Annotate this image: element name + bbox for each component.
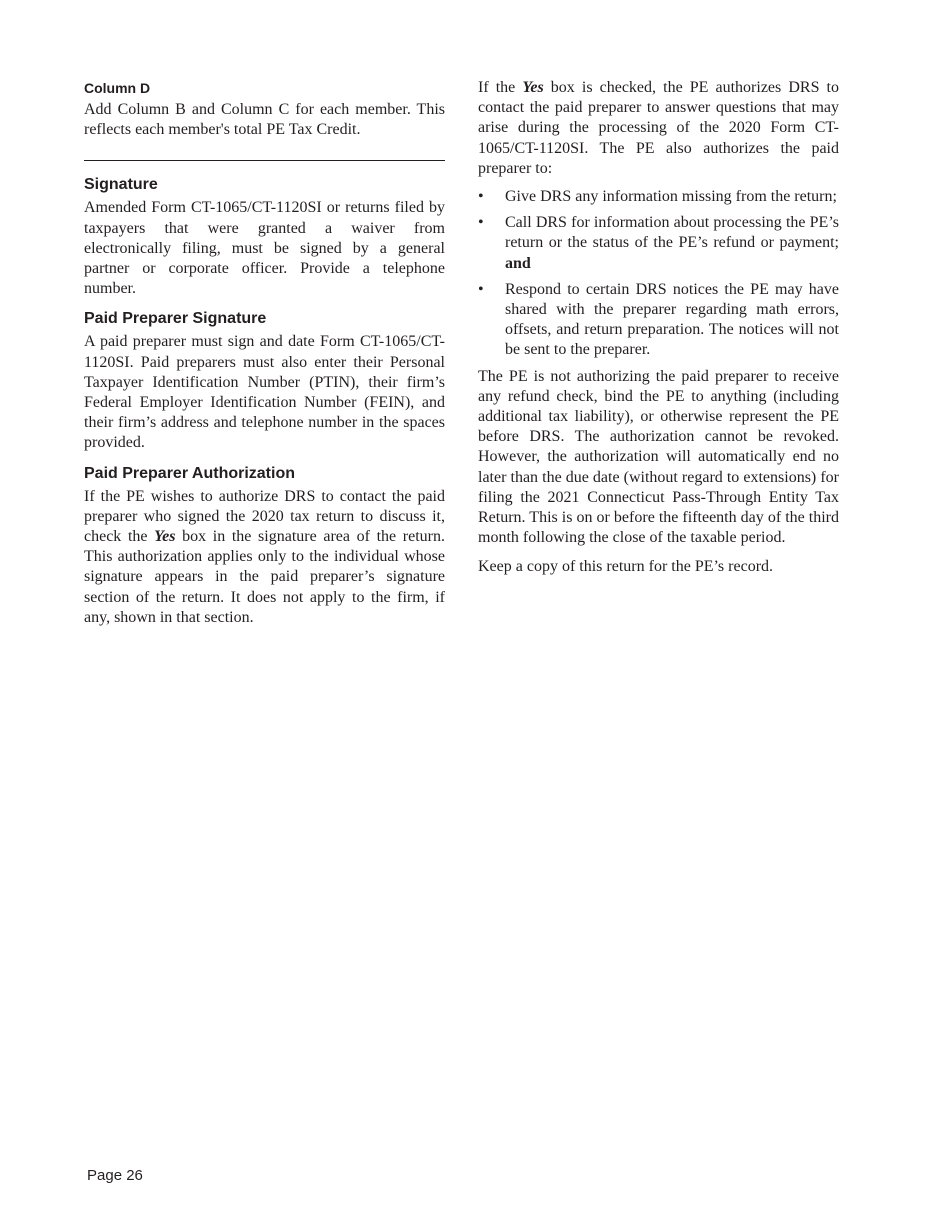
yes-emphasis: Yes (154, 528, 176, 546)
paid-preparer-signature-heading: Paid Preparer Signature (84, 310, 267, 328)
keep-copy-text: Keep a copy of this return for the PE’s record. (478, 558, 774, 576)
authorization-intro: If the Yes box is checked, the PE authorizes DRS to contact the paid preparer to answer questions that may arise during the processing of the 2020 Form CT-1065/CT-1120SI. The PE also authorizes the paid preparer to: (478, 79, 839, 177)
list-item: • Call DRS for information about processing the PE’s return or the status of the PE’s refund or payment; and (478, 214, 839, 272)
signature-heading: Signature (84, 176, 158, 194)
page-number: Page 26 (87, 1167, 143, 1184)
list-item: • Give DRS any information missing from the return; (478, 187, 839, 207)
section-divider (84, 160, 445, 161)
bullet-icon: • (478, 214, 484, 232)
left-column (84, 78, 445, 628)
right-column (478, 78, 839, 578)
signature-text: Amended Form CT-1065/CT-1120SI or returns filed by taxpayers that were granted a waiver from electronically filing, must be signed by a general partner or corporate officer. Provide a telephone number. (84, 199, 445, 298)
column-d-heading: Column D (84, 80, 151, 96)
authorization-limits-text: The PE is not authorizing the paid preparer to receive any refund check, bind the PE to anything (including additional tax liability), or otherwise represent the PE before DRS. The authorization cannot be revoked. However, the authorization will automatically end no later than the due date (without regard to extensions) for filing the 2021 Connecticut Pass-Through Entity Tax Return. This is on or before the fifteenth day of the third month following the close of the taxable period. (478, 367, 839, 547)
paid-preparer-authorization-heading: Paid Preparer Authorization (84, 464, 295, 482)
authorization-list (478, 187, 839, 361)
column-d-text: Add Column B and Column C for each member. This reflects each member's total PE Tax Credit. (84, 101, 445, 139)
paid-preparer-signature-text: A paid preparer must sign and date Form CT-1065/CT-1120SI. Paid preparers must also enter their Personal Taxpayer Identification Number (PTIN), their firm’s Federal Employer Identification Number (FEIN), and their firm’s address and telephone number in the spaces provided. (84, 333, 445, 452)
bullet-icon: • (478, 188, 484, 206)
bullet-icon: • (478, 280, 484, 298)
paid-preparer-authorization-text: If the PE wishes to authorize DRS to contact the paid preparer who signed the 2020 tax return to discuss it, check the Yes box in the signature area of the return. This authorization applies only to the individual whose signature appears in the paid preparer’s signature section of the return. It does not apply to the firm, if any, shown in that section. (84, 487, 445, 626)
list-item: • Respond to certain DRS notices the PE may have shared with the preparer regarding math errors, offsets, and return preparation. The notices will not be sent to the preparer. (478, 280, 839, 359)
yes-emphasis: Yes (522, 79, 544, 96)
